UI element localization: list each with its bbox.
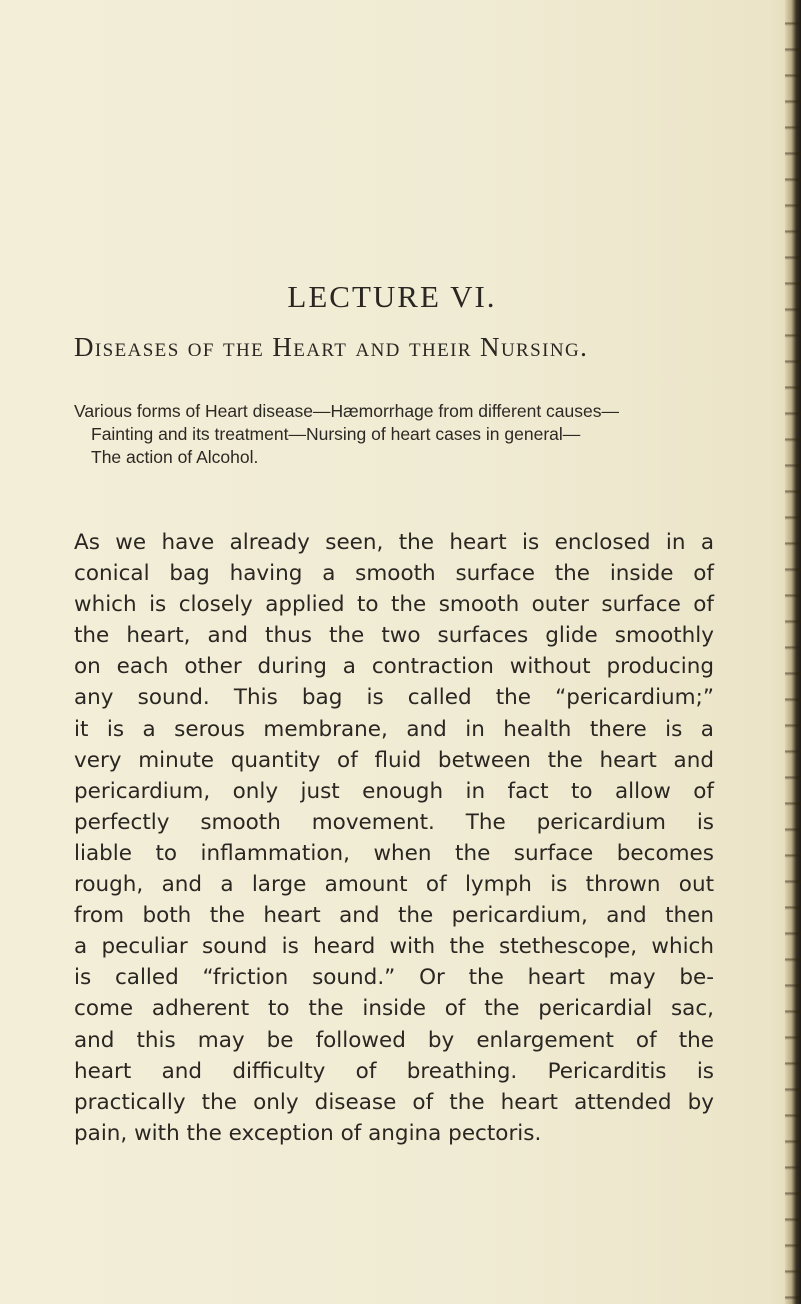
body-line: a peculiar sound is heard with the stethescope, which <box>74 934 714 960</box>
synopsis-line: Various forms of Heart disease—Hæmorrhage from different causes— <box>74 401 619 421</box>
page-edge <box>785 0 801 1304</box>
body-line: perfectly smooth movement. The pericardium is <box>74 809 714 835</box>
body-line: pericardium, only just enough in fact to allow of <box>74 778 714 804</box>
body-line: practically the only disease of the heart attended by <box>74 1089 714 1115</box>
body-line: and this may be followed by enlargement of the <box>74 1027 714 1053</box>
body-line: which is closely applied to the smooth outer surface of <box>74 592 714 618</box>
body-line: conical bag having a smooth surface the inside of <box>74 561 714 587</box>
body-line: very minute quantity of fluid between the heart and <box>74 747 714 773</box>
chapter-synopsis <box>74 400 774 469</box>
synopsis-line: Fainting and its treatment—Nursing of heart cases in general— <box>91 424 581 444</box>
body-line: As we have already seen, the heart is enclosed in a <box>74 530 714 555</box>
body-line: liable to inflammation, when the surface becomes <box>74 840 714 866</box>
synopsis-line: The action of Alcohol. <box>91 447 259 467</box>
body-line: from both the heart and the pericardium, and then <box>74 903 714 929</box>
lecture-title: LECTURE VI. <box>287 279 497 314</box>
body-line: come adherent to the inside of the pericardial sac, <box>74 996 714 1022</box>
body-line: heart and difficulty of breathing. Pericarditis is <box>74 1058 714 1084</box>
body-line: on each other during a contraction without producing <box>74 654 714 680</box>
body-line: any sound. This bag is called the “pericardium;” <box>74 685 714 711</box>
body-line: the heart, and thus the two surfaces glide smoothly <box>74 623 714 649</box>
body-paragraph <box>74 527 774 1149</box>
body-line: pain, with the exception of angina pectoris. <box>74 1120 542 1146</box>
body-line: rough, and a large amount of lymph is thrown out <box>74 872 714 898</box>
chapter-title: Diseases of the Heart and their Nursing. <box>74 332 589 362</box>
body-line: it is a serous membrane, and in health there is a <box>74 716 714 742</box>
body-line: is called “friction sound.” Or the heart may be- <box>74 965 714 991</box>
